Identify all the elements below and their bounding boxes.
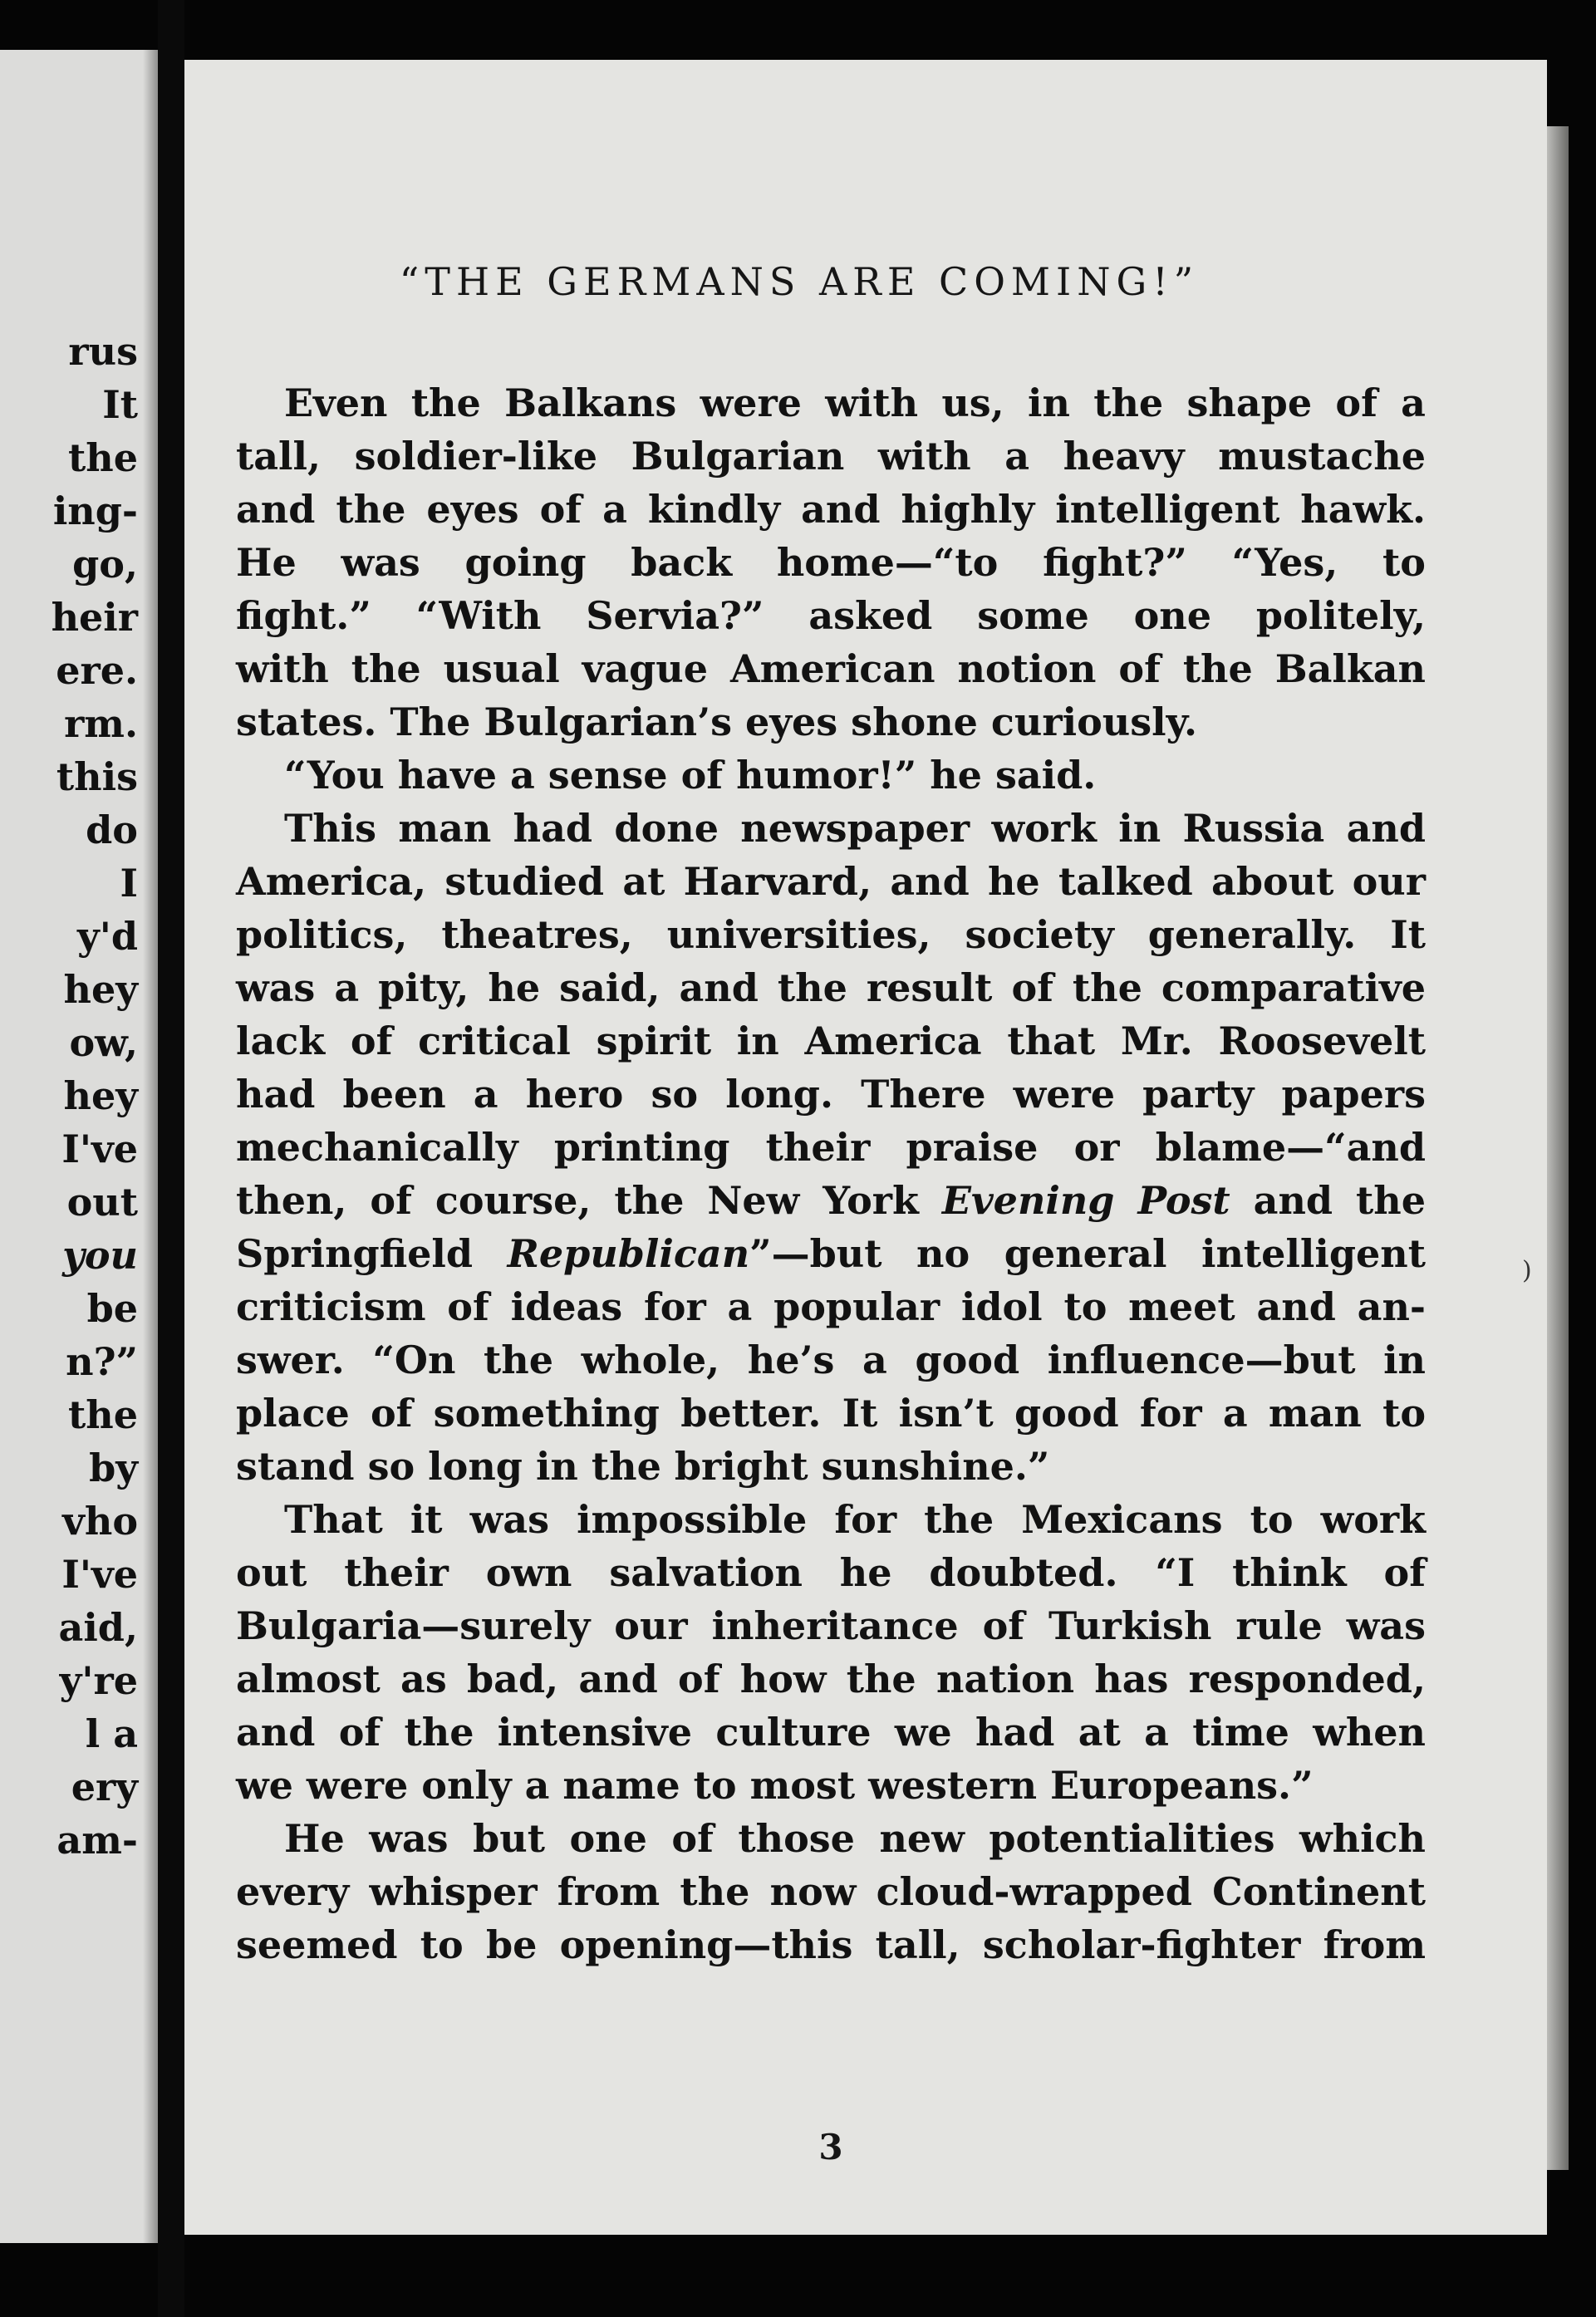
text-line: we were only a name to most western Europeans.” (236, 1763, 1314, 1808)
text-line: America, studied at Harvard, and he talked about our (236, 859, 1426, 904)
book-gutter (158, 0, 184, 2317)
left-page-fragment: by (89, 1446, 138, 1490)
left-page-fragment: be (86, 1286, 138, 1331)
italic-title-republican: Republican (507, 1231, 750, 1276)
left-page-fragment: ery (71, 1765, 138, 1809)
left-page-gutter-shadow (143, 50, 158, 2243)
text-line: seemed to be opening—this tall, scholar-fighter from (236, 1922, 1426, 1967)
text-line: stand so long in the bright sunshine.” (236, 1444, 1050, 1489)
left-page-fragment: y're (59, 1658, 138, 1703)
left-page-fragment: I've (61, 1552, 138, 1597)
left-page-fragment: out (66, 1180, 138, 1225)
left-page-fragment: go, (72, 542, 138, 587)
left-page-fragment: ing- (52, 488, 138, 533)
left-page-fragment: l a (85, 1711, 138, 1756)
text-run: ”—but no general intelligent (749, 1231, 1426, 1276)
left-page-fragment: the (68, 1392, 138, 1437)
page-edge (1547, 126, 1569, 2170)
text-line: states. The Bulgarian’s eyes shone curiously. (236, 700, 1198, 744)
text-line: Even the Balkans were with us, in the shape of a (284, 380, 1426, 425)
left-page-fragment: ere. (56, 648, 138, 693)
left-page-fragment: am- (56, 1818, 138, 1863)
left-page-fragment: It (102, 382, 138, 427)
text-line: lack of critical spirit in America that Mr. Roosevelt (236, 1019, 1426, 1063)
text-line: That it was impossible for the Mexicans to work (284, 1497, 1426, 1542)
text-line: Bulgaria—surely our inheritance of Turkish rule was (236, 1603, 1426, 1648)
left-page-fragment: aid, (58, 1605, 138, 1650)
italic-title-evening-post: Evening Post (941, 1178, 1230, 1223)
text-line: This man had done newspaper work in Russia and (284, 806, 1426, 851)
text-line: fight.” “With Servia?” asked some one politely, (236, 593, 1426, 638)
left-page-fragment: rm. (64, 701, 138, 746)
running-head: “THE GERMANS ARE COMING!” (399, 259, 1200, 304)
margin-speck: ) (1522, 1256, 1532, 1285)
left-page-fragment: y'd (77, 914, 138, 959)
main-page (184, 60, 1547, 2235)
text-line: almost as bad, and of how the nation has responded, (236, 1657, 1426, 1701)
text-line: criticism of ideas for a popular idol to meet and an- (236, 1284, 1426, 1329)
left-page-fragment: this (56, 754, 138, 799)
left-page-fragment: hey (63, 967, 138, 1012)
text-line (236, 1178, 1427, 1223)
left-page-fragment: ow, (69, 1020, 138, 1065)
text-line: “You have a sense of humor!” he said. (284, 753, 1097, 798)
text-line: place of something better. It isn’t good for a man to (236, 1391, 1426, 1436)
text-line: mechanically printing their praise or blame—“and (236, 1125, 1426, 1170)
text-line: with the usual vague American notion of the Balkan (236, 646, 1426, 691)
text-run: then, of course, the New York (236, 1178, 942, 1223)
text-line: every whisper from the now cloud-wrapped Continent (236, 1869, 1426, 1914)
left-page-fragment: vho (62, 1499, 138, 1544)
text-run: Springfield (236, 1231, 508, 1276)
left-page-fragment: do (86, 808, 138, 852)
text-line: had been a hero so long. There were party papers (236, 1072, 1426, 1117)
left-page-fragment: hey (63, 1073, 138, 1118)
text-line: He was but one of those new potentialities which (284, 1816, 1426, 1861)
left-page-fragment: n?” (66, 1339, 138, 1384)
text-line: out their own salvation he doubted. “I think of (236, 1550, 1426, 1595)
text-line: and of the intensive culture we had at a time when (236, 1710, 1426, 1755)
left-page-fragment: heir (51, 595, 138, 640)
text-line: tall, soldier-like Bulgarian with a heavy mustache (236, 434, 1426, 479)
left-page-fragment: rus (68, 329, 138, 374)
text-run: and the (1230, 1178, 1427, 1223)
left-page-fragment: I (120, 861, 138, 906)
left-facing-page (0, 50, 158, 2243)
left-page-fragment: you (62, 1233, 138, 1278)
left-page-fragment: I've (61, 1127, 138, 1171)
text-line: was a pity, he said, and the result of the comparative (236, 965, 1426, 1010)
text-line: and the eyes of a kindly and highly intelligent hawk. (236, 487, 1426, 532)
page-number: 3 (818, 2127, 843, 2167)
text-line (236, 1231, 1426, 1276)
text-line: swer. “On the whole, he’s a good influence—but in (236, 1338, 1426, 1382)
text-line: politics, theatres, universities, society generally. It (236, 912, 1426, 957)
text-line: He was going back home—“to fight?” “Yes, to (236, 540, 1426, 585)
left-page-fragment: the (68, 435, 138, 480)
